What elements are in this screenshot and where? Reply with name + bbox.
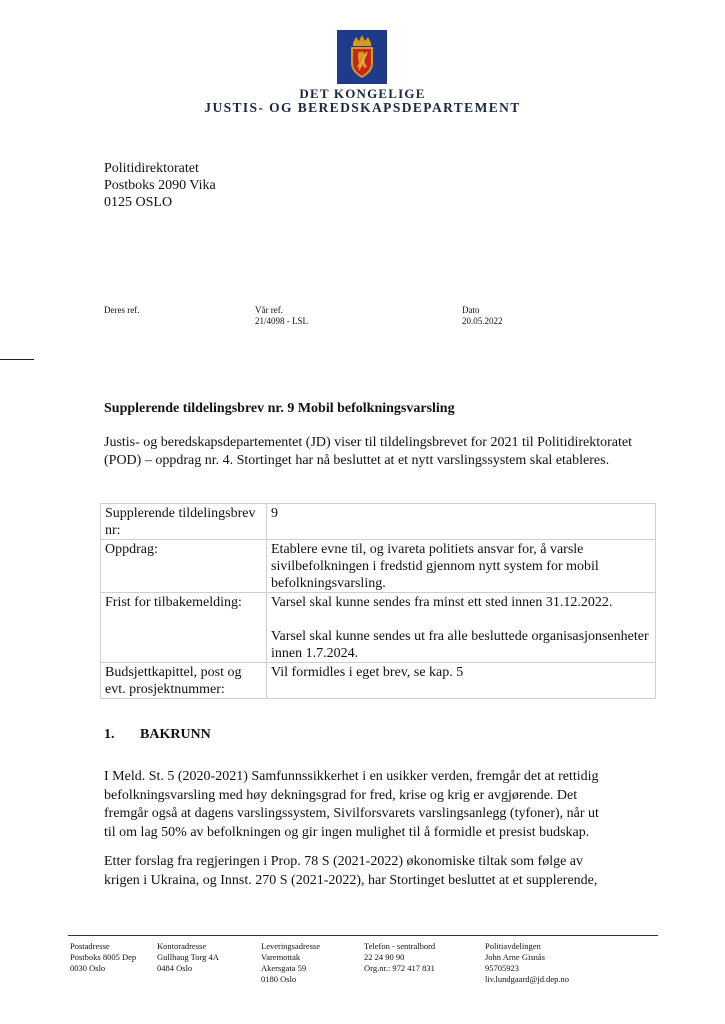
table-value: Varsel skal kunne sendes fra minst ett sted innen 31.12.2022.: [271, 595, 613, 610]
table-row: [101, 663, 656, 699]
letter-intro: Justis- og beredskapsdepartementet (JD) viser til tildelingsbrevet for 2021 til Politidirektoratet (POD) – oppdrag nr. 4. Stortinget har nå besluttet at et nytt varslingssystem skal etableres.: [104, 435, 632, 468]
ref-var: [255, 305, 308, 327]
paragraph-line: krigen i Ukraina, og Innst. 270 S (2021-2022), har Stortinget besluttet at et supplerende,: [104, 872, 598, 888]
footer-divider: [68, 935, 658, 936]
paragraph-line: fremgår også at dagens varslingssystem, Sivilforsvarets varslingsanlegg (tyfoner), når ut: [104, 806, 599, 821]
table-value-group: [267, 593, 656, 663]
footer-text: 95705923: [485, 963, 519, 973]
ref-deres: [104, 305, 139, 316]
ministry-name-line1: DET KONGELIGE: [299, 86, 426, 101]
ref-var-label: Vår ref.: [255, 305, 283, 315]
table-label: Budsjettkapittel, post og evt. prosjektnummer:: [101, 663, 267, 699]
table-label: Supplerende tildelingsbrev nr:: [101, 504, 267, 540]
table-value: 9: [267, 504, 656, 540]
table-row: [101, 593, 656, 663]
footer-text: Org.nr.: 972 417 831: [364, 963, 435, 973]
footer-text: Postboks 8005 Dep: [70, 952, 137, 962]
table-value: Varsel skal kunne sendes ut fra alle besluttede organisasjonsenheter innen 1.7.2024.: [271, 629, 649, 661]
paragraph-line: I Meld. St. 5 (2020-2021) Samfunnssikkerhet i en usikker verden, fremgår det at rettidig: [104, 769, 599, 784]
footer-leveringsadresse: [261, 941, 320, 985]
footer-text: 0180 Oslo: [261, 974, 297, 984]
table-row: [101, 540, 656, 593]
footer-kontoradresse: [157, 941, 219, 974]
footer-text: Akersgata 59: [261, 963, 307, 973]
coat-of-arms-logo: [337, 30, 387, 84]
footer-label: Telefon - sentralbord: [364, 941, 436, 951]
footer-text: Varemottak: [261, 952, 301, 962]
footer-label: Postadresse: [70, 941, 110, 951]
section-title: BAKRUNN: [140, 727, 211, 742]
footer-label: Leveringsadresse: [261, 941, 321, 951]
table-value: Etablere evne til, og ivareta politiets ansvar for, å varsle sivilbefolkningen i fredstid gjennom nytt system for mobil befolkningsvarsling.: [267, 540, 656, 593]
footer-text: 22 24 90 90: [364, 952, 405, 962]
assignment-table: [100, 503, 656, 699]
table-label: Oppdrag:: [101, 540, 267, 593]
ref-dato-label: Dato: [462, 305, 480, 315]
footer-label: Kontoradresse: [157, 941, 207, 951]
footer-text: 0484 Oslo: [157, 963, 193, 973]
recipient-postal: 0125 OSLO: [104, 195, 173, 210]
recipient-street: Postboks 2090 Vika: [104, 178, 216, 193]
footer-email-link[interactable]: liv.lundgaard@jd.dep.no: [485, 974, 569, 984]
table-value: Vil formidles i eget brev, se kap. 5: [267, 663, 656, 699]
letter-title: Supplerende tildelingsbrev nr. 9 Mobil befolkningsvarsling: [104, 401, 455, 416]
footer-text: John Arne Gisnås: [485, 952, 545, 962]
recipient-address: [104, 160, 216, 211]
footer-postadresse: [70, 941, 136, 974]
fold-mark: [0, 359, 34, 360]
ref-dato: [462, 305, 503, 327]
footer-label: Politiavdelingen: [485, 941, 541, 951]
footer-text: 0030 Oslo: [70, 963, 106, 973]
footer-avdeling: [485, 941, 569, 985]
crown-lion-icon: [337, 30, 387, 84]
ref-dato-value: 20.05.2022: [462, 316, 503, 326]
paragraph-line: befolkningsvarsling med høy dekningsgrad for fred, krise og krig er avgjørende. Det: [104, 787, 578, 803]
ref-deres-label: Deres ref.: [104, 305, 140, 315]
section-heading: [104, 727, 211, 743]
paragraph-spacer: [271, 611, 651, 628]
footer-telefon: [364, 941, 435, 974]
ministry-name-line2: JUSTIS- OG BEREDSKAPSDEPARTEMENT: [204, 100, 521, 115]
body-paragraph-2: [104, 853, 664, 890]
recipient-name: Politidirektoratet: [104, 161, 199, 176]
table-row: [101, 504, 656, 540]
table-label: Frist for tilbakemelding:: [101, 593, 267, 663]
paragraph-line: til om lag 50% av befolkningen og gir ingen mulighet til å formidle et presist budskap.: [104, 824, 590, 840]
body-paragraph-1: [104, 768, 664, 842]
paragraph-line: Etter forslag fra regjeringen i Prop. 78 S (2021-2022) økonomiske tiltak som følge av: [104, 854, 584, 869]
section-number: 1.: [104, 727, 115, 742]
ref-var-value: 21/4098 - LSL: [255, 316, 308, 326]
footer-text: Gullhaug Torg 4A: [157, 952, 219, 962]
